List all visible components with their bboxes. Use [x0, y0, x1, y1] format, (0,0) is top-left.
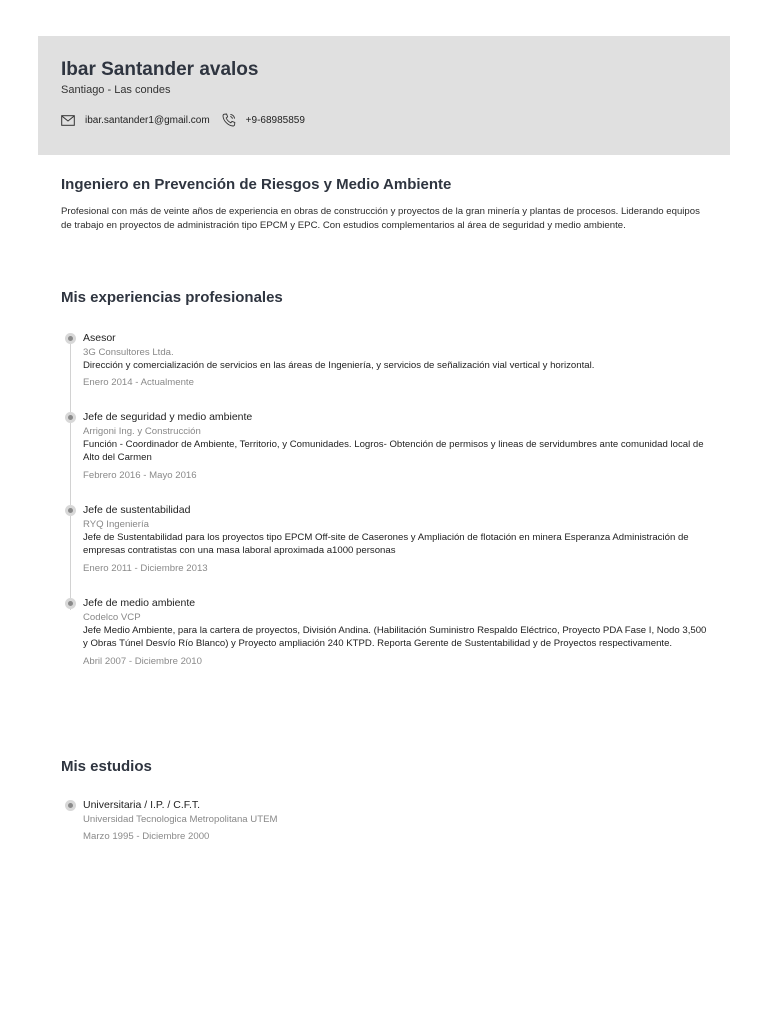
education-dates: Marzo 1995 - Diciembre 2000: [83, 831, 210, 842]
experience-role: Asesor: [83, 332, 116, 344]
email-contact[interactable]: [61, 115, 210, 126]
education-title: Mis estudios: [61, 758, 152, 775]
profile-title: Ingeniero en Prevención de Riesgos y Medio Ambiente: [61, 176, 452, 193]
experience-item: [61, 597, 711, 668]
experience-org: Arrigoni Ing. y Construcción: [83, 426, 201, 437]
email-text: ibar.santander1@gmail.com: [85, 114, 210, 126]
experience-item: [61, 332, 711, 389]
experience-dates: Enero 2011 - Diciembre 2013: [83, 562, 208, 574]
header-panel: [38, 36, 730, 155]
candidate-location: Santiago - Las condes: [61, 84, 171, 96]
education-section-header: [61, 758, 711, 775]
experience-role: Jefe de medio ambiente: [83, 597, 196, 609]
experience-desc: Función - Coordinador de Ambiente, Territorio, y Comunidades. Logros- Obtención de permisos y lineas de servidumbres ante comunidad local de Alto del Carmen: [83, 439, 704, 464]
profile-section: [61, 176, 711, 233]
experience-desc: Jefe Medio Ambiente, para la cartera de proyectos, División Andina. (Habilitación Suministro Respaldo Eléctrico, Proyecto PDA Fase I, Nodo 3,500 y Obras Túnel Desvío Río Blanco) y Proyecto ampliación 240 KTPD. Reporta Gerente de Sustentabilidad y de Proyectos respectivamente.: [83, 625, 707, 650]
experience-dates: Abril 2007 - Diciembre 2010: [83, 655, 202, 667]
timeline-dot: [65, 800, 76, 811]
profile-summary: Profesional con más de veinte años de experiencia en obras de construcción y proyectos de la gran minería y plantas de procesos. Liderando equipos de trabajo en proyectos de administración tipo EPCM y EPC. Con estudios complementarios al área de seguridad y medio ambiente.: [61, 206, 700, 231]
mail-icon: [61, 115, 75, 126]
experience-role: Jefe de sustentabilidad: [83, 504, 191, 516]
education-timeline: [61, 799, 711, 859]
experience-section-header: [61, 289, 711, 306]
phone-icon: [222, 113, 236, 127]
experience-org: Codelco VCP: [83, 612, 141, 623]
timeline-dot: [65, 505, 76, 516]
phone-contact[interactable]: [210, 113, 305, 127]
experience-role: Jefe de seguridad y medio ambiente: [83, 411, 253, 423]
timeline-dot: [65, 598, 76, 609]
experience-item: [61, 504, 711, 575]
phone-text: +9-68985859: [245, 114, 305, 126]
experience-dates: Febrero 2016 - Mayo 2016: [83, 469, 197, 481]
experience-title: Mis experiencias profesionales: [61, 289, 283, 306]
experience-org: 3G Consultores Ltda.: [83, 347, 174, 358]
experience-desc: Jefe de Sustentabilidad para los proyectos tipo EPCM Off-site de Caserones y Ampliación de flotación en minera Esperanza Administración de empresas contratistas con una masa laboral aproximada a1000 personas: [83, 532, 689, 557]
candidate-name: Ibar Santander avalos: [61, 59, 259, 80]
contact-row: [61, 113, 708, 127]
education-institution: Universidad Tecnologica Metropolitana UTEM: [83, 814, 278, 825]
experience-desc: Dirección y comercialización de servicios en las áreas de Ingeniería, y servicios de señalización vial vertical y horizontal.: [83, 360, 595, 371]
experience-org: RYQ Ingeniería: [83, 519, 149, 530]
timeline-dot: [65, 412, 76, 423]
experience-timeline: [61, 332, 711, 692]
education-degree: Universitaria / I.P. / C.F.T.: [83, 799, 201, 811]
experience-item: [61, 411, 711, 482]
timeline-dot: [65, 333, 76, 344]
education-item: [61, 799, 711, 843]
experience-dates: Enero 2014 - Actualmente: [83, 377, 194, 389]
